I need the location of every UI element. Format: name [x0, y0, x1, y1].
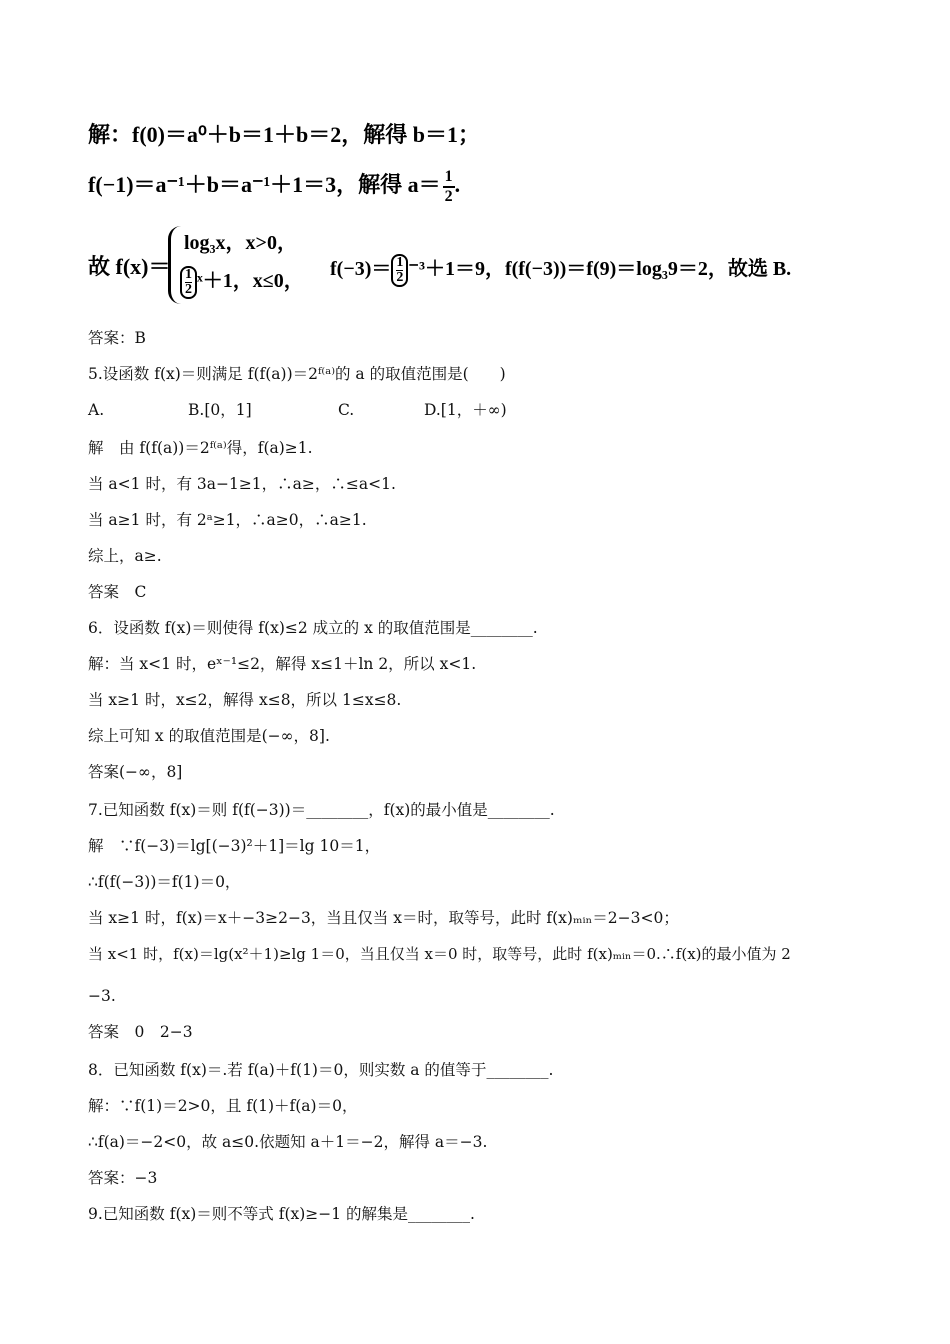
question-9: 9.已知函数 f(x)＝则不等式 f(x)≥−1 的解集是________. — [88, 1205, 475, 1223]
solution-line-1: 解：f(0)＝a⁰＋b＝1＋b＝2，解得 b＝1； — [88, 122, 481, 147]
question-7: 7.已知函数 f(x)＝则 f(f(−3))＝________，f(x)的最小值是________. — [88, 801, 555, 819]
paren-fraction-den: 2 — [185, 281, 192, 297]
solution-line-2-end: . — [454, 172, 461, 198]
option-d: D.[1，＋∞) — [424, 401, 507, 419]
calc-fraction-den: 2 — [396, 269, 404, 285]
answer-line: 答案 C — [88, 583, 147, 601]
option-a: A. — [88, 401, 105, 419]
answer-line: 答案：−3 — [88, 1169, 158, 1187]
solution-line: 解：∵f(1)＝2>0，且 f(1)＋f(a)＝0， — [88, 1097, 358, 1115]
calc-rest: ⁻³＋1＝9，f(f(−3))＝f(9)＝log₃9＝2，故选 B. — [408, 258, 792, 280]
solution-line-2-text: f(−1)＝a⁻¹＋b＝a⁻¹＋1＝3，解得 a＝ — [88, 172, 441, 198]
piecewise-function — [88, 222, 848, 308]
piecewise-label: 故 f(x)＝ — [88, 254, 171, 279]
solution-line: 解 由 f(f(a))＝2ᶠ⁽ᵃ⁾得，f(a)≥1. — [88, 439, 313, 457]
fraction-numerator: 1 — [443, 168, 455, 188]
solution-line: 解 ∵f(−3)＝lg[(−3)²＋1]＝lg 10＝1， — [88, 837, 381, 855]
piecewise-case-1: log₃x，x>0， — [184, 232, 297, 254]
question-5-options — [88, 400, 588, 420]
fraction-half — [443, 168, 455, 206]
question-8: 8．已知函数 f(x)＝.若 f(a)＋f(1)＝0，则实数 a 的值等于________. — [88, 1061, 554, 1079]
option-c: C. — [338, 401, 355, 419]
calc-fraction-num: 1 — [396, 254, 404, 270]
solution-line: 当 x≥1 时，f(x)＝x＋−3≥2−3，当且仅当 x＝时，取等号，此时 f(x)ₘᵢₙ＝2−3<0； — [88, 909, 679, 927]
piecewise-case-2 — [180, 264, 304, 299]
solution-line: ∴f(a)＝−2<0，故 a≤0.依题知 a＋1＝−2，解得 a＝−3. — [88, 1133, 488, 1151]
solution-line: −3. — [88, 987, 116, 1005]
question-5: 5.设函数 f(x)＝则满足 f(f(a))＝2ᶠ⁽ᵃ⁾的 a 的取值范围是( ) — [88, 365, 506, 383]
option-b: B.[0，1] — [188, 401, 252, 419]
evaluation-calc — [330, 252, 791, 287]
answer-line: 答案：B — [88, 329, 146, 347]
solution-line: 综上可知 x 的取值范围是(−∞，8]. — [88, 727, 330, 745]
piecewise-case-2-rest: ˣ＋1，x≤0， — [197, 270, 304, 292]
solution-line: 综上，a≥. — [88, 547, 162, 565]
solution-line: 当 x≥1 时，x≤2，解得 x≤8，所以 1≤x≤8. — [88, 691, 402, 709]
solution-line: ∴f(f(−3))＝f(1)＝0， — [88, 873, 241, 891]
answer-line: 答案 0 2−3 — [88, 1023, 193, 1041]
solution-line: 当 x<1 时，f(x)＝lg(x²＋1)≥lg 1＝0，当且仅当 x＝0 时，取等号，此时 f(x)ₘᵢₙ＝0.∴f(x)的最小值为 2 — [88, 945, 791, 963]
fraction-denominator: 2 — [444, 188, 453, 205]
question-6: 6．设函数 f(x)＝则使得 f(x)≤2 成立的 x 的取值范围是________. — [88, 619, 538, 637]
solution-image-block — [88, 112, 848, 308]
paren-fraction-num: 1 — [185, 266, 192, 282]
solution-line: 当 a<1 时，有 3a−1≥1，∴a≥，∴≤a<1. — [88, 475, 396, 493]
calc-paren-fraction — [391, 254, 408, 287]
solution-line: 解：当 x<1 时，eˣ⁻¹≤2，解得 x≤1＋ln 2，所以 x<1. — [88, 655, 477, 673]
solution-line: 当 a≥1 时，有 2ᵃ≥1，∴a≥0，∴a≥1. — [88, 511, 367, 529]
answer-line: 答案(−∞，8] — [88, 763, 183, 781]
calc-prefix: f(−3)＝ — [330, 258, 392, 280]
solution-line-2 — [88, 168, 460, 206]
paren-fraction — [180, 266, 197, 299]
